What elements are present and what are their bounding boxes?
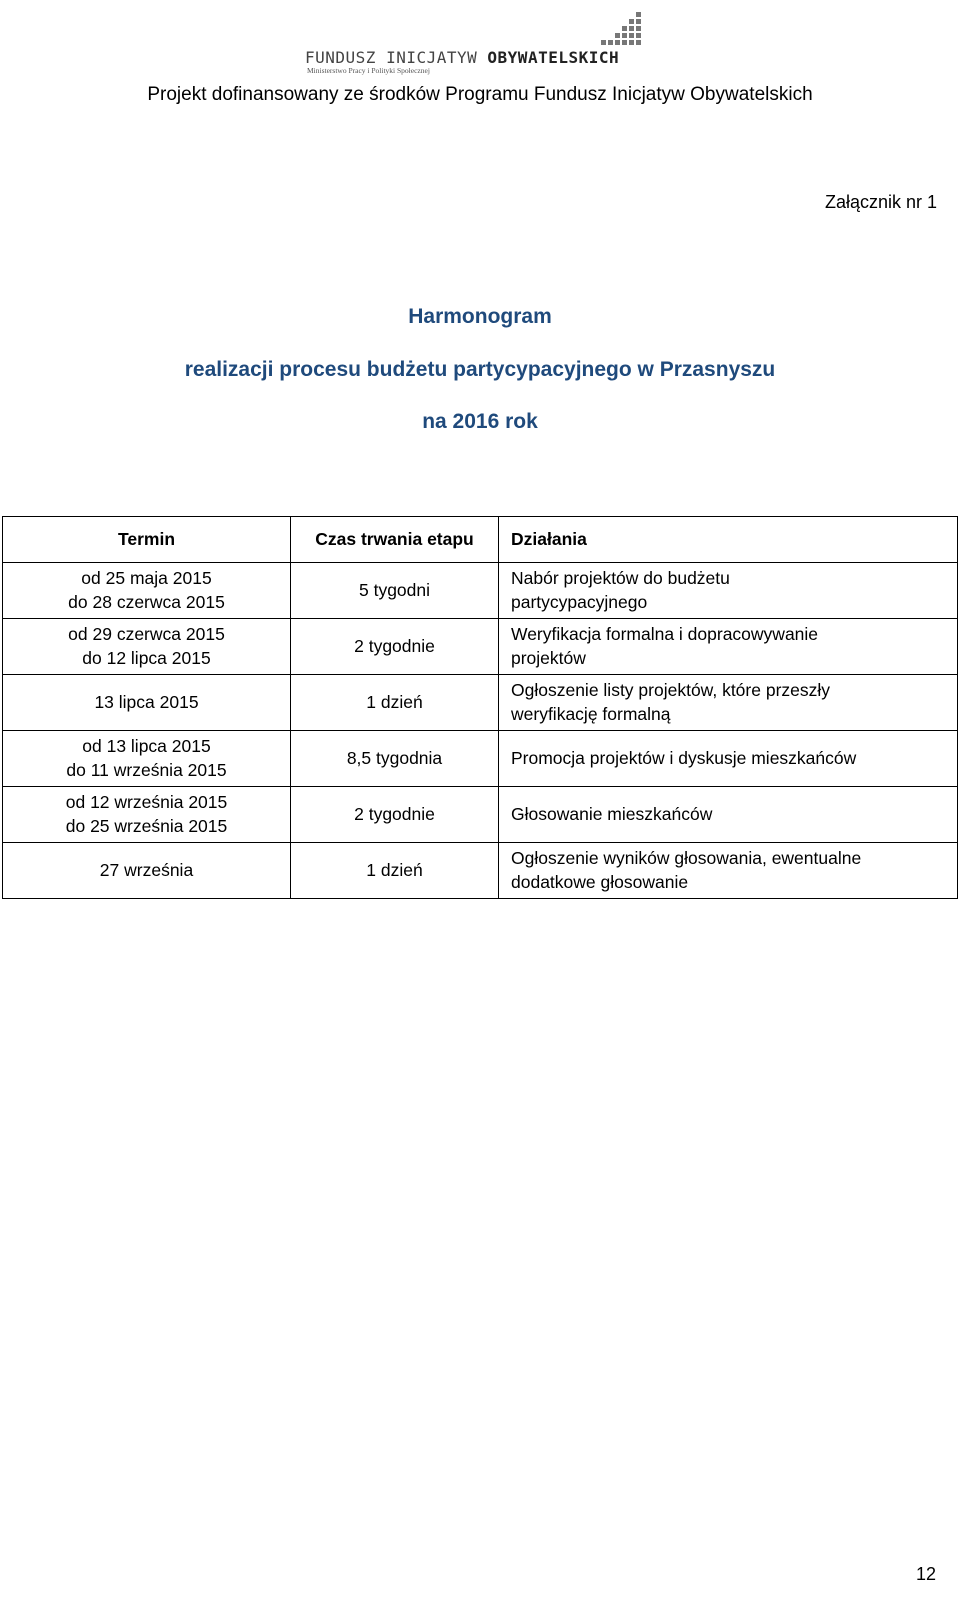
action-line: Promocja projektów i dyskusje mieszkańców xyxy=(511,747,857,768)
duration-cell: 5 tygodni xyxy=(291,563,499,619)
term-line: do 11 września 2015 xyxy=(66,759,227,780)
table-row xyxy=(3,843,958,899)
action-line: Ogłoszenie listy projektów, które przeszły xyxy=(511,679,831,700)
term-line: do 25 września 2015 xyxy=(65,815,228,836)
logo-text-a: FUNDUSZ INICJATYW xyxy=(305,48,478,67)
term-line: od 13 lipca 2015 xyxy=(82,735,211,756)
action-cell xyxy=(499,731,958,787)
action-cell xyxy=(499,563,958,619)
action-cell xyxy=(499,619,958,675)
action-line: projektów xyxy=(511,647,586,668)
term-line: 27 września xyxy=(99,859,194,880)
header-czas: Czas trwania etapu xyxy=(291,517,499,563)
term-cell xyxy=(3,563,291,619)
term-line: do 28 czerwca 2015 xyxy=(68,591,225,612)
term-cell xyxy=(3,731,291,787)
table-row xyxy=(3,675,958,731)
table-row xyxy=(3,619,958,675)
funding-note: Projekt dofinansowany ze środków Programu Fundusz Inicjatyw Obywatelskich xyxy=(147,84,813,105)
doc-year: na 2016 rok xyxy=(422,410,538,433)
duration-cell: 2 tygodnie xyxy=(291,787,499,843)
term-cell xyxy=(3,619,291,675)
term-line: od 29 czerwca 2015 xyxy=(68,623,225,644)
table-header-row xyxy=(3,517,958,563)
schedule-table xyxy=(2,516,958,899)
logo-subtitle: Ministerstwo Pracy i Polityki Społecznej xyxy=(307,66,430,75)
action-line: Nabór projektów do budżetu xyxy=(511,567,730,588)
term-line: od 25 maja 2015 xyxy=(81,567,212,588)
logo-wordmark xyxy=(305,48,619,67)
term-cell xyxy=(3,787,291,843)
term-line: od 12 września 2015 xyxy=(65,791,228,812)
action-line: Ogłoszenie wyników głosowania, ewentualne xyxy=(511,847,862,868)
duration-cell: 2 tygodnie xyxy=(291,619,499,675)
action-line: Weryfikacja formalna i dopracowywanie xyxy=(511,623,819,644)
duration-cell: 1 dzień xyxy=(291,843,499,899)
header-termin: Termin xyxy=(3,517,291,563)
table-row xyxy=(3,563,958,619)
term-cell xyxy=(3,675,291,731)
doc-subtitle: realizacji procesu budżetu partycypacyjnego w Przasnyszu xyxy=(184,358,776,381)
table-row xyxy=(3,787,958,843)
action-line: Głosowanie mieszkańców xyxy=(511,803,713,824)
term-line: 13 lipca 2015 xyxy=(94,691,199,712)
table-row xyxy=(3,731,958,787)
logo-dots-icon xyxy=(305,8,665,48)
action-line: weryfikację formalną xyxy=(511,703,671,724)
doc-title: Harmonogram xyxy=(408,305,552,328)
duration-cell: 8,5 tygodnia xyxy=(291,731,499,787)
action-line: dodatkowe głosowanie xyxy=(511,871,689,892)
action-line: partycypacyjnego xyxy=(511,591,648,612)
page-number: 12 xyxy=(915,1564,936,1584)
logo-text-b: OBYWATELSKICH xyxy=(487,48,620,67)
term-cell xyxy=(3,843,291,899)
duration-cell: 1 dzień xyxy=(291,675,499,731)
header-dzialania: Działania xyxy=(499,517,958,563)
fio-logo xyxy=(305,8,665,76)
action-cell xyxy=(499,787,958,843)
action-cell xyxy=(499,843,958,899)
action-cell xyxy=(499,675,958,731)
annex-label: Załącznik nr 1 xyxy=(824,192,937,212)
term-line: do 12 lipca 2015 xyxy=(82,647,211,668)
